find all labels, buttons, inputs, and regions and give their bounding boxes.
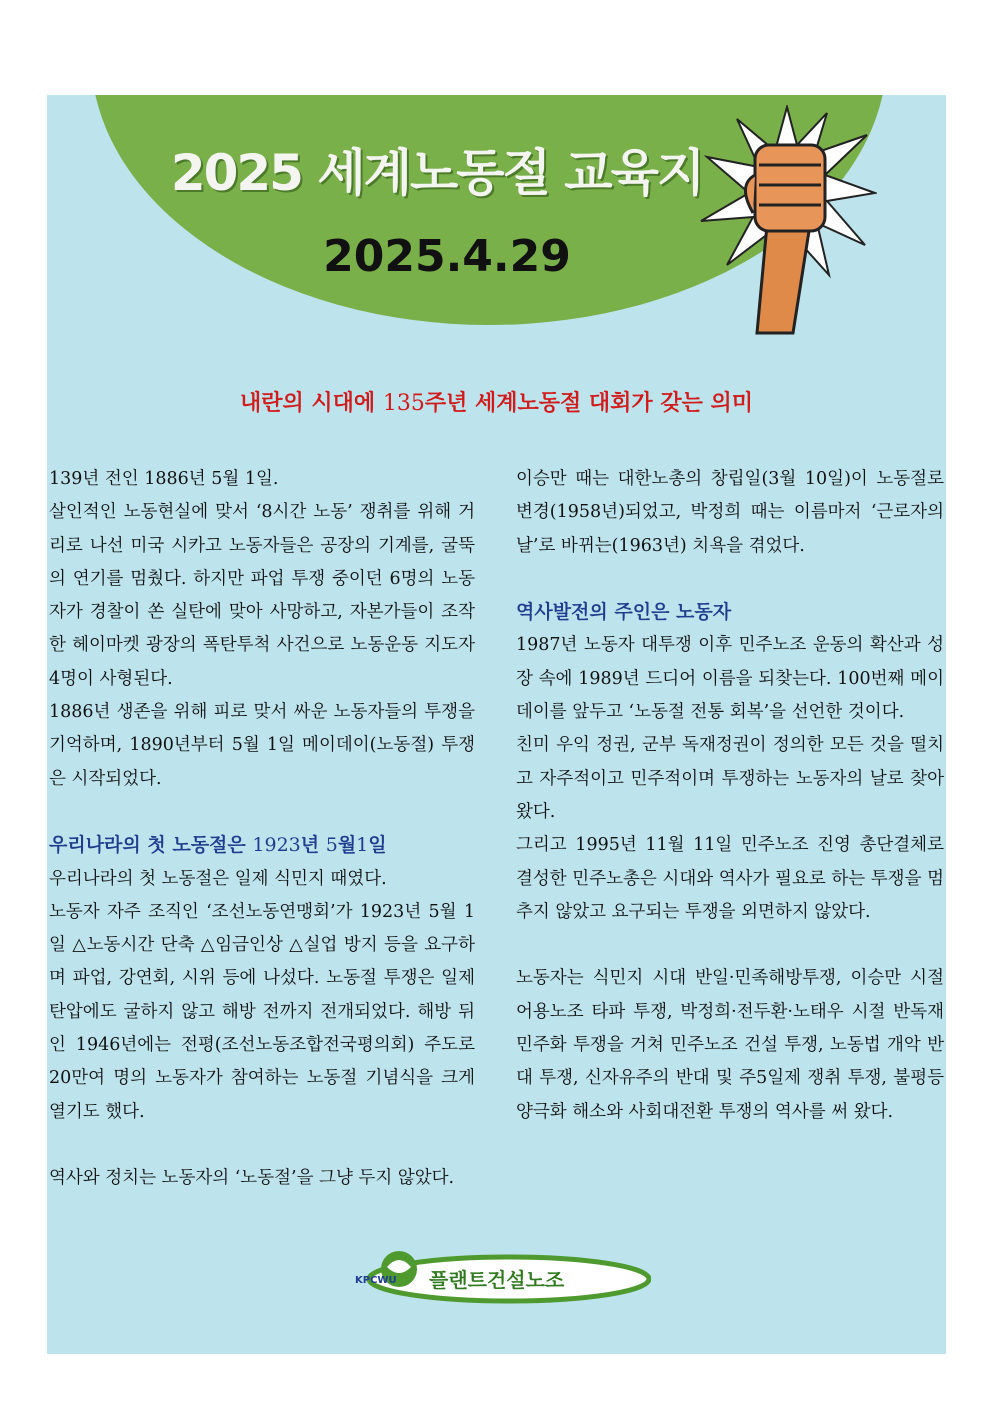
paragraph: 그리고 1995년 11월 11일 민주노조 진영 총단결체로 결성한 민주노총은 시대와 역사가 필요로 하는 투쟁을 멈추지 않았고 요구되는 투쟁을 외면하지 않았다. <box>516 835 944 922</box>
logo-name: 플랜트건설노조 <box>429 1268 565 1292</box>
union-logo <box>351 1245 651 1307</box>
paragraph: 139년 전인 1886년 5월 1일. <box>49 469 279 489</box>
paragraph: 이승만 때는 대한노총의 창립일(3월 10일)이 노동절로 변경(1958년)되었고, 박정희 때는 이름마저 ‘근로자의날’로 바뀌는(1963년) 치욕을 겪었다. <box>516 469 944 556</box>
headline <box>47 386 946 417</box>
headline-pre: 내란의 시대에 <box>239 391 383 416</box>
header-date: 2025.4.29 <box>323 231 571 282</box>
page-panel <box>47 95 946 1354</box>
paragraph: 역사와 정치는 노동자의 ‘노동절’을 그냥 두지 않았다. <box>49 1168 455 1189</box>
headline-number: 135 <box>382 391 425 416</box>
paragraph: 친미 우익 정권, 군부 독재정권이 정의한 모든 것을 떨치고 자주적이고 민주적이며 투쟁하는 노동자의 날로 찾아왔다. <box>516 735 944 822</box>
section-heading: 우리나라의 첫 노동절은 1923년 5월1일 <box>49 834 387 857</box>
paragraph: 1886년 생존을 위해 피로 맞서 싸운 노동자들의 투쟁을 기억하며, 1890년부터 5월 1일 메이데이(노동절) 투쟁은 시작되었다. <box>49 702 475 789</box>
raised-fist-illustration <box>697 105 877 335</box>
section-heading: 역사발전의 주인은 노동자 <box>516 601 732 624</box>
paragraph: 노동자는 식민지 시대 반일·민족해방투쟁, 이승만 시절 어용노조 타파 투쟁, 박정희·전두환·노태우 시절 반독재 민주화 투쟁을 거쳐 민주노조 건설 투쟁, 노동법 개악 반대 투쟁, 신자유주의 반대 및 주5일제 쟁취 투쟁, 불평등 양극화 해소와 사회대전환 투쟁의 역사를 써 왔다. <box>516 968 944 1122</box>
headline-post: 주년 세계노동절 대회가 갖는 의미 <box>424 391 753 416</box>
paragraph: 우리나라의 첫 노동절은 일제 식민지 때였다. <box>49 868 387 889</box>
left-column <box>49 463 475 1196</box>
right-column <box>516 463 944 1129</box>
header-title: 2025 세계노동절 교육지 <box>170 144 704 202</box>
paragraph: 살인적인 노동현실에 맞서 ‘8시간 노동’ 쟁취를 위해 거리로 나선 미국 시카고 노동자들은 공장의 기계를, 굴뚝의 연기를 멈췄다. 하지만 파업 투쟁 중이던 6명의 노동자가 경찰이 쏜 실탄에 맞아 사망하고, 자본가들이 조작한 헤이마켓 광장의 폭탄투척 사건으로 노동운동 지도자 4명이 사형된다. <box>49 502 475 689</box>
paragraph: 1987년 노동자 대투쟁 이후 민주노조 운동의 확산과 성장 속에 1989년 드디어 이름을 되찾는다. 100번째 메이데이를 앞두고 ‘노동절 전통 회복’을 선언한 것이다. <box>516 635 944 723</box>
paragraph: 노동자 자주 조직인 ‘조선노동연맹회’가 1923년 5월 1일 △노동시간 단축 △임금인상 △실업 방지 등을 요구하며 파업, 강연회, 시위 등에 나섰다. 노동절 투쟁은 일제 탄압에도 굴하지 않고 해방 전까지 전개되었다. 해방 뒤인 1946년에는 전평(조선노동조합전국평의회) 주도로 20만여 명의 노동자가 참여하는 노동절 기념식을 크게 열기도 했다. <box>49 901 475 1122</box>
logo-abbr: KPCWU <box>355 1275 397 1286</box>
